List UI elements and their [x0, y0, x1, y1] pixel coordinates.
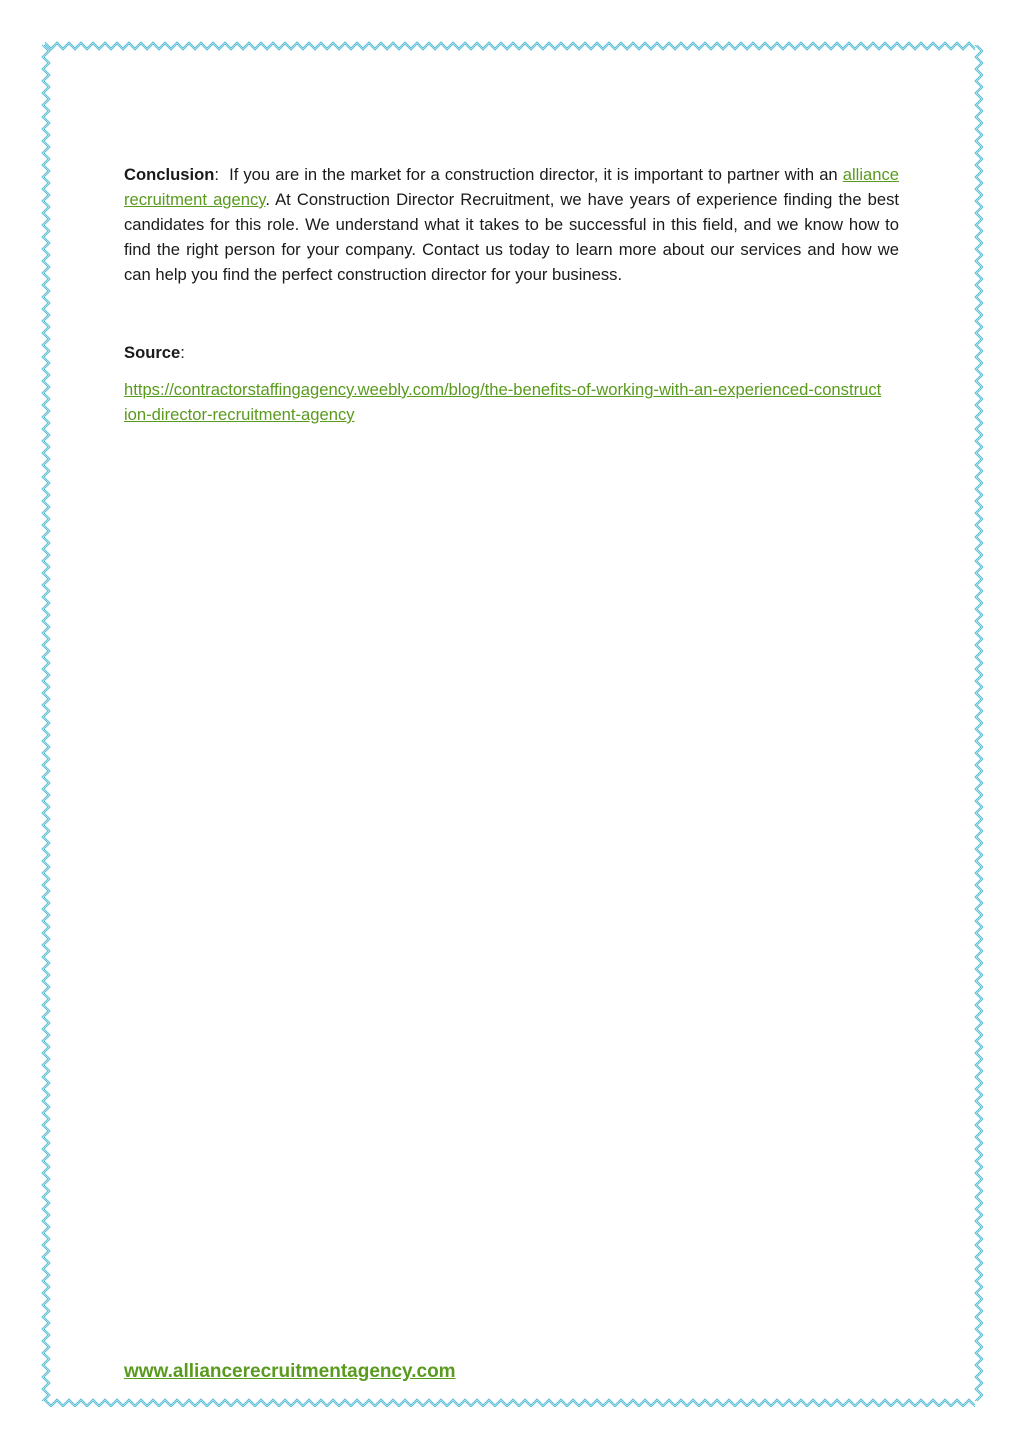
conclusion-text-rest: . At Construction Director Recruitment, we have years of experience finding the best candidates for this role. We understand what it takes to be successful in this field, and we know how to find the right person for your company. Contact us today to learn more about our services and how we can help you find the perfect construction director for your business. — [124, 190, 899, 284]
footer-website-link[interactable]: www.alliancerecruitmentagency.com — [124, 1361, 456, 1382]
source-heading: Source — [124, 343, 181, 362]
conclusion-heading: Conclusion — [124, 165, 215, 184]
alliance-recruitment-agency-link[interactable]: alliance recruitment agency — [124, 165, 899, 209]
page-content — [124, 162, 899, 427]
conclusion-paragraph — [124, 162, 899, 287]
source-url-link[interactable]: https://contractorstaffingagency.weebly.com/blog/the-benefits-of-working-with-an-experienced-construction-director-recruitment-agency — [124, 380, 882, 424]
source-heading-line — [124, 340, 899, 365]
border-right-line-2 — [977, 45, 983, 1401]
conclusion-heading-colon: : — [214, 165, 219, 184]
source-heading-colon: : — [180, 343, 185, 362]
border-left-line-2 — [44, 45, 50, 1401]
conclusion-text-start: If you are in the market for a construction director, it is important to partner with an — [218, 165, 843, 184]
source-section — [124, 340, 899, 427]
